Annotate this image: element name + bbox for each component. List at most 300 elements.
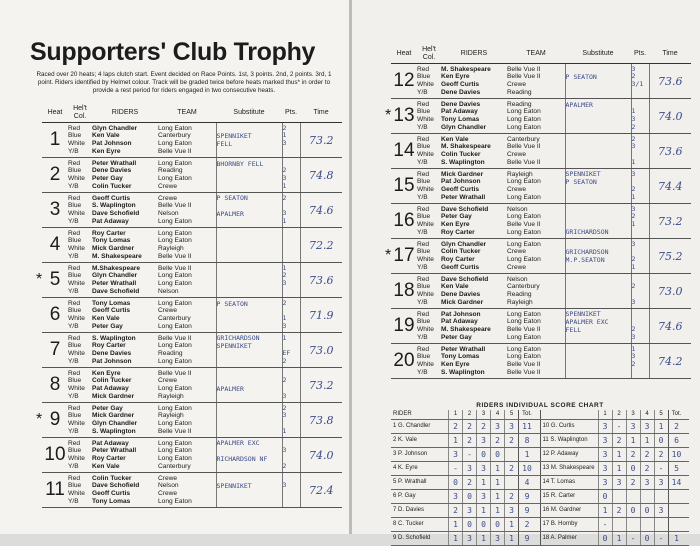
score-total: 2: [518, 518, 535, 531]
rider-name: Glyn Chandler: [441, 123, 487, 131]
chart-col-header: 1: [598, 410, 612, 419]
helmet-colour: Red: [417, 310, 430, 318]
helmet-colour: Red: [417, 240, 430, 248]
substitute-entry: [217, 218, 282, 226]
helmet-colours: [417, 309, 441, 344]
heat-riders: [441, 239, 507, 274]
heat-number-value: 4: [49, 234, 61, 255]
chart-rider-header: [541, 410, 598, 419]
score-cell: 2: [490, 434, 504, 447]
substitute-entry: [217, 475, 282, 483]
helmet-colour: White: [417, 291, 434, 298]
team-name: Long Eaton: [158, 447, 192, 455]
heat-riders: [441, 99, 507, 134]
score-cell: 3: [462, 532, 476, 545]
rider-name: Dene Davies: [441, 88, 481, 96]
substitute-entry: [217, 463, 282, 471]
substitute-notes: [216, 123, 282, 158]
points-entry: [283, 148, 300, 156]
rider-name: Geoff Curtis: [441, 186, 480, 193]
points-entry: 2: [282, 376, 287, 385]
score-row: [391, 476, 689, 490]
heat-riders: [92, 228, 158, 263]
substitute-notes: [565, 309, 631, 344]
helmet-colour: Y/B: [417, 88, 428, 96]
helmet-colours: [417, 204, 441, 239]
score-row: [391, 420, 689, 434]
heat-riders: [92, 123, 158, 158]
points-entry: 2: [631, 325, 636, 333]
score-cell: 1: [476, 476, 490, 489]
score-row-half: [540, 462, 690, 475]
helmet-colour: Blue: [68, 412, 82, 420]
score-cell: 2: [476, 420, 490, 433]
substitute-entry: [566, 213, 631, 221]
score-cell: [626, 518, 640, 531]
substitute-entry: GRICHARDSON: [565, 248, 609, 256]
helmet-colour: Blue: [417, 213, 431, 221]
substitute-notes: [565, 134, 631, 169]
points-column: [631, 344, 649, 379]
rider-name: Glyn Chandler: [441, 240, 487, 248]
points-column: [282, 403, 300, 438]
substitute-entry: [566, 194, 631, 202]
helmet-colours: [417, 274, 441, 309]
helmet-colour: Blue: [68, 307, 82, 315]
team-name: Long Eaton: [507, 116, 541, 123]
score-rider-name: 1 G. Chandler: [393, 423, 431, 429]
team-name: Rayleigh: [507, 298, 533, 306]
rider-name: Ken Vale: [441, 283, 469, 291]
heat-teams: [507, 239, 565, 274]
team-name: Crewe: [507, 263, 527, 271]
points-entry: [283, 498, 300, 506]
heat-row: [42, 333, 342, 368]
substitute-entry: [566, 221, 631, 229]
rider-name: Colin Tucker: [441, 248, 481, 256]
helmet-colour: Blue: [68, 482, 82, 490]
heat-number-value: 11: [45, 479, 65, 500]
team-name: Long Eaton: [158, 229, 192, 237]
col-header-riders: RIDERS: [441, 44, 507, 64]
substitute-entry: [566, 346, 631, 354]
points-entry: 3: [631, 352, 636, 361]
score-chart-header-right: [540, 410, 690, 419]
substitute-entry: SPENNIKET: [216, 482, 252, 491]
heat-row: [42, 123, 342, 158]
score-cell: 1: [476, 504, 490, 517]
points-column: [282, 473, 300, 508]
score-rider-name: 2 K. Vale: [393, 437, 417, 443]
rider-name: Ken Eyre: [441, 73, 470, 81]
score-cell: 1: [448, 518, 462, 531]
score-chart-header: [391, 410, 689, 420]
heat-number: [42, 123, 68, 158]
chart-col-header: 2: [462, 410, 476, 419]
heat-row: [391, 344, 691, 379]
helmet-colour: Red: [417, 100, 430, 108]
rider-name: Ken Vale: [92, 315, 120, 322]
heat-number: [42, 438, 68, 473]
score-cell: 3: [462, 462, 476, 475]
score-cell: 3: [504, 420, 518, 433]
score-cell: 1: [448, 434, 462, 447]
points-entry: 2: [631, 282, 636, 291]
substitute-entry: [217, 253, 282, 261]
substitute-entry: GRICHARDSON: [565, 228, 609, 237]
rider-name: Peter Wrathall: [441, 345, 486, 353]
heat-teams: [507, 64, 565, 99]
substitute-entry: P SEATON: [565, 73, 597, 82]
score-total: 9: [518, 504, 535, 517]
helmet-colour: Y/B: [417, 123, 428, 131]
score-row-half: [540, 490, 690, 503]
team-name: Long Eaton: [507, 345, 541, 353]
heat-number: [42, 193, 68, 228]
substitute-entry: P SEATON: [216, 194, 248, 203]
heat-number-value: 14: [393, 140, 415, 161]
rider-name: M. Shakespeare: [92, 252, 142, 260]
score-total: 6: [668, 434, 685, 447]
rider-name: Mick Gardner: [92, 392, 135, 400]
substitute-entry: [217, 370, 282, 378]
team-name: Belle Vue II: [507, 221, 541, 228]
substitute-entry: SPENNIKET: [216, 342, 252, 351]
table-header-row: [42, 103, 342, 123]
heat-number: [42, 298, 68, 333]
substitute-notes: [565, 239, 631, 274]
helmet-colours: [417, 64, 441, 99]
rider-name: S. Waplington: [92, 202, 136, 210]
helmet-colours: [68, 298, 92, 333]
team-name: Belle Vue II: [507, 158, 541, 166]
points-entry: 2: [631, 212, 636, 221]
team-name: Reading: [507, 291, 532, 298]
col-header-heat: Heat: [42, 103, 68, 123]
points-column: [282, 298, 300, 333]
chart-col-header: 2: [612, 410, 626, 419]
score-cell: 3: [490, 532, 504, 545]
heat-time: 74.6: [300, 193, 342, 228]
heat-number-value: 19: [393, 315, 415, 336]
heat-riders: [441, 134, 507, 169]
rider-name: Ken Vale: [441, 135, 469, 143]
points-entry: 3: [631, 239, 636, 248]
heat-teams: [158, 158, 216, 193]
score-cell: 3: [654, 476, 668, 489]
heat-number-value: 1: [49, 129, 61, 150]
points-entry: [632, 311, 649, 319]
substitute-entry: [217, 428, 282, 436]
score-row-half: [540, 448, 690, 461]
helmet-colour: Red: [68, 159, 81, 167]
score-total: 9: [518, 490, 535, 503]
heat-number: [391, 64, 417, 99]
col-header-team: TEAM: [507, 44, 565, 64]
team-name: Crewe: [158, 182, 178, 190]
score-cell: 3: [448, 448, 462, 461]
score-row: [391, 448, 689, 462]
score-cell: [504, 476, 518, 489]
helmet-colour: White: [417, 186, 434, 193]
points-entry: EF: [282, 349, 291, 357]
score-chart-body: [391, 420, 689, 546]
heat-riders: [441, 169, 507, 204]
score-total: 11: [518, 420, 535, 433]
helmet-colour: Red: [68, 264, 81, 272]
heat-number: [42, 368, 68, 403]
helmet-colour: Y/B: [417, 228, 428, 236]
helmet-colour: Blue: [417, 108, 431, 116]
substitute-entry: [566, 136, 631, 144]
substitute-entry: APALMER EXC: [216, 439, 260, 448]
col-header-sub: Substitute: [565, 44, 631, 64]
helmet-colour: Y/B: [417, 263, 428, 271]
team-name: Belle Vue II: [158, 147, 192, 155]
score-rider-name: 5 P. Wrathall: [393, 479, 427, 485]
helmet-colour: White: [417, 81, 434, 88]
score-cell: 2: [626, 448, 640, 461]
points-entry: 3: [282, 209, 287, 217]
substitute-entry: [217, 124, 282, 132]
score-cell: 1: [504, 518, 518, 531]
heats-table-left: [36, 103, 342, 508]
helmet-colour: Red: [417, 170, 430, 178]
substitute-entry: [217, 315, 282, 323]
rider-name: Dene Davies: [441, 291, 481, 298]
score-total: 4: [518, 476, 535, 489]
team-name: Rayleigh: [158, 392, 184, 400]
substitute-notes: [565, 344, 631, 379]
team-name: Crewe: [158, 194, 178, 202]
helmet-colour: White: [68, 455, 85, 462]
heat-number: [36, 403, 68, 438]
rider-name: Pat Johnson: [441, 178, 481, 186]
heat-time: 73.0: [300, 333, 342, 368]
helmet-colour: Y/B: [68, 427, 79, 435]
team-name: Long Eaton: [158, 385, 192, 392]
helmet-colour: White: [417, 116, 434, 123]
substitute-entry: APALMER: [216, 384, 244, 393]
points-entry: 3: [631, 142, 636, 151]
rider-name: Peter Wrathall: [92, 447, 137, 455]
heat-teams: [507, 344, 565, 379]
helmet-colour: Red: [417, 65, 430, 73]
score-cell: 2: [612, 504, 626, 517]
team-name: Long Eaton: [507, 178, 541, 186]
helmet-colour: Red: [417, 205, 430, 213]
team-name: Crewe: [507, 151, 527, 158]
score-cell: 1: [640, 434, 654, 447]
rider-name: Dave Schofield: [92, 210, 140, 217]
score-cell: [654, 490, 668, 503]
score-row-half: [540, 532, 690, 545]
team-name: Belle Vue II: [507, 361, 541, 368]
score-cell: 1: [490, 462, 504, 475]
helmet-colour: White: [417, 256, 434, 263]
score-cell: 3: [598, 476, 612, 489]
points-entry: 1: [282, 216, 287, 225]
helmet-colours: [68, 333, 92, 368]
points-entry: 2: [631, 185, 636, 193]
col-header-col: Hel't Col.: [68, 103, 92, 123]
substitute-entry: APALMER: [565, 100, 593, 109]
team-name: Canterbury: [158, 315, 191, 322]
team-name: Long Eaton: [158, 237, 192, 245]
heat-teams: [158, 193, 216, 228]
rider-name: S. Waplington: [441, 158, 485, 166]
heat-time: 73.8: [300, 403, 342, 438]
points-entry: 2: [282, 123, 287, 132]
heat-teams: [507, 204, 565, 239]
heat-riders: [92, 158, 158, 193]
rider-name: Pat Johnson: [92, 357, 132, 365]
heat-number-value: 3: [49, 199, 61, 220]
substitute-entry: [566, 240, 631, 248]
heat-teams: [158, 403, 216, 438]
points-column: [282, 123, 300, 158]
substitute-notes: [216, 228, 282, 263]
score-cell: 3: [598, 462, 612, 475]
rider-name: Geoff Curtis: [441, 81, 480, 88]
helmet-colour: Y/B: [68, 357, 79, 365]
team-name: Rayleigh: [158, 245, 184, 252]
substitute-entry: [217, 230, 282, 238]
rider-name: Tony Lomas: [92, 299, 131, 307]
score-total: 9: [518, 532, 535, 545]
chart-col-header: 1: [448, 410, 462, 419]
heats-table-right: [385, 44, 691, 379]
helmet-colour: Blue: [417, 353, 431, 361]
helmet-colours: [68, 368, 92, 403]
heat-riders: [92, 333, 158, 368]
score-cell: -: [598, 518, 612, 531]
heat-time: 71.9: [300, 298, 342, 333]
substitute-entry: [217, 377, 282, 385]
rider-name: Dave Schofield: [441, 275, 489, 283]
heat-number: [36, 263, 68, 298]
team-name: Long Eaton: [507, 228, 541, 236]
heat-time: 74.8: [300, 158, 342, 193]
substitute-notes: [565, 204, 631, 239]
team-name: Belle Vue II: [507, 143, 541, 151]
rider-name: Peter Gay: [92, 175, 123, 182]
score-cell: -: [626, 532, 640, 545]
team-name: Belle Vue II: [158, 334, 192, 342]
score-cell: 3: [476, 434, 490, 447]
team-name: Long Eaton: [158, 342, 192, 350]
substitute-entry: [217, 420, 282, 428]
points-entry: [632, 229, 649, 237]
team-name: Nelson: [158, 210, 179, 217]
heat-teams: [507, 134, 565, 169]
substitute-entry: [566, 109, 631, 117]
points-entry: 3: [631, 169, 636, 178]
helmet-colour: White: [68, 385, 85, 392]
heat-number-value: 7: [49, 339, 61, 360]
heat-row: [42, 473, 342, 508]
team-name: Long Eaton: [158, 175, 192, 182]
rider-name: Dene Davies: [92, 350, 132, 357]
score-cell: 3: [598, 434, 612, 447]
points-entry: 1: [282, 314, 287, 322]
points-entry: 2: [282, 461, 287, 470]
rider-name: S. Waplington: [441, 368, 485, 376]
rider-name: Colin Tucker: [92, 182, 132, 190]
team-name: Long Eaton: [158, 140, 192, 147]
points-entry: 1: [631, 157, 636, 166]
team-name: Long Eaton: [158, 439, 192, 447]
heat-teams: [507, 309, 565, 344]
helmet-colour: Y/B: [68, 392, 79, 400]
rider-name: Mick Gardner: [92, 412, 135, 420]
col-header-heat: Heat: [391, 44, 417, 64]
heat-teams: [507, 169, 565, 204]
points-entry: [283, 288, 300, 296]
score-total: [668, 518, 685, 531]
rider-name: Peter Gay: [92, 322, 123, 330]
helmet-colours: [68, 123, 92, 158]
substitute-entry: [566, 206, 631, 214]
points-entry: 3: [631, 332, 636, 341]
helmet-colour: Red: [68, 194, 81, 202]
heat-number-value: 18: [393, 280, 415, 301]
rider-name: Dene Davies: [92, 167, 132, 175]
score-cell: 2: [448, 420, 462, 433]
heat-row: [42, 438, 342, 473]
score-cell: 3: [598, 448, 612, 461]
score-cell: [654, 518, 668, 531]
rider-name: M. Shakespeare: [441, 65, 491, 73]
rider-name: Peter Wrathall: [441, 193, 486, 201]
rider-name: Mick Gardner: [441, 170, 484, 178]
points-entry: 1: [282, 333, 287, 342]
team-name: Belle Vue II: [158, 369, 192, 377]
points-column: [631, 274, 649, 309]
score-cell: 0: [476, 448, 490, 461]
helmet-colours: [68, 193, 92, 228]
points-entry: 1: [631, 262, 636, 271]
team-name: Belle Vue II: [158, 427, 192, 435]
score-row-half: [540, 518, 690, 531]
score-row: [391, 518, 689, 532]
substitute-entry: [217, 272, 282, 280]
heat-time: 73.2: [300, 123, 342, 158]
col-header-col: Hel't Col.: [417, 44, 441, 64]
rider-name: Glyn Chandler: [92, 420, 138, 427]
points-column: [631, 169, 649, 204]
team-name: Long Eaton: [158, 217, 192, 225]
points-entry: [632, 369, 649, 377]
score-cell: 0: [626, 504, 640, 517]
heat-number-value: 17: [393, 245, 415, 266]
points-entry: 2: [631, 360, 636, 368]
heat-teams: [507, 99, 565, 134]
rider-name: Pat Johnson: [92, 140, 132, 147]
score-cell: 0: [448, 476, 462, 489]
score-cell: 1: [490, 490, 504, 503]
rider-name: Ken Eyre: [92, 369, 121, 377]
helmet-colour: White: [68, 140, 85, 147]
points-entry: 2: [282, 193, 287, 202]
heat-row: [42, 228, 342, 263]
heat-riders: [92, 473, 158, 508]
substitute-notes: [565, 274, 631, 309]
score-cell: 3: [640, 476, 654, 489]
score-row-half: [391, 420, 540, 433]
score-total: 2: [668, 420, 685, 433]
points-entry: 1: [282, 426, 287, 435]
